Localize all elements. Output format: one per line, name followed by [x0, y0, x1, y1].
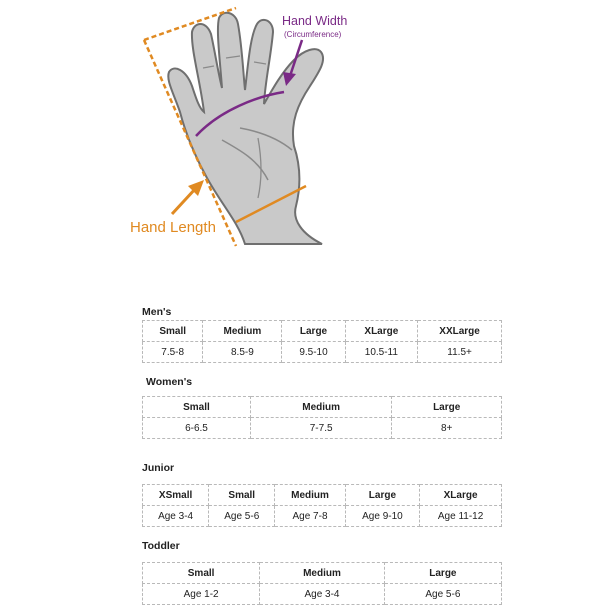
- toddler-title: Toddler: [142, 540, 180, 552]
- value-cell: Age 1-2: [143, 584, 260, 605]
- value-cell: Age 9-10: [345, 506, 420, 527]
- hand-length-label: Hand Length: [130, 219, 216, 236]
- circumference-label: (Circumference): [284, 30, 342, 39]
- value-cell: 7-7.5: [250, 418, 391, 439]
- header-cell: Medium: [203, 321, 282, 342]
- mens-size-table: [142, 320, 502, 363]
- header-cell: XLarge: [345, 321, 418, 342]
- value-cell: Age 5-6: [209, 506, 275, 527]
- header-cell: Small: [209, 485, 275, 506]
- toddler-size-table: [142, 562, 502, 605]
- header-cell: XXLarge: [418, 321, 502, 342]
- value-cell: 8.5-9: [203, 342, 282, 363]
- header-cell: Medium: [250, 397, 391, 418]
- junior-title: Junior: [142, 462, 175, 474]
- mens-title: Men's: [142, 306, 172, 318]
- value-cell: Age 11-12: [420, 506, 502, 527]
- header-cell: Small: [143, 397, 251, 418]
- value-cell: 11.5+: [418, 342, 502, 363]
- table-header-row: [143, 485, 502, 506]
- value-cell: 10.5-11: [345, 342, 418, 363]
- header-cell: Small: [143, 563, 260, 584]
- value-cell: 6-6.5: [143, 418, 251, 439]
- hand-length-arrow: [172, 188, 196, 214]
- hand-width-label: Hand Width: [282, 14, 348, 28]
- header-cell: Large: [345, 485, 420, 506]
- value-cell: Age 3-4: [260, 584, 385, 605]
- header-cell: XLarge: [420, 485, 502, 506]
- table-row: [143, 342, 502, 363]
- table-row: [143, 506, 502, 527]
- junior-size-table: [142, 484, 502, 527]
- value-cell: Age 3-4: [143, 506, 209, 527]
- header-cell: XSmall: [143, 485, 209, 506]
- value-cell: Age 5-6: [384, 584, 501, 605]
- table-header-row: [143, 321, 502, 342]
- header-cell: Medium: [260, 563, 385, 584]
- table-row: [143, 584, 502, 605]
- table-header-row: [143, 397, 502, 418]
- table-header-row: [143, 563, 502, 584]
- header-cell: Large: [384, 563, 501, 584]
- header-cell: Large: [282, 321, 345, 342]
- header-cell: Medium: [275, 485, 345, 506]
- hand-illustration: [0, 0, 608, 260]
- hand-measurement-diagram: [0, 0, 608, 260]
- value-cell: 7.5-8: [143, 342, 203, 363]
- womens-size-table: [142, 396, 502, 439]
- value-cell: 8+: [392, 418, 502, 439]
- value-cell: Age 7-8: [275, 506, 345, 527]
- womens-title: Women's: [146, 376, 193, 388]
- header-cell: Small: [143, 321, 203, 342]
- value-cell: 9.5-10: [282, 342, 345, 363]
- header-cell: Large: [392, 397, 502, 418]
- table-row: [143, 418, 502, 439]
